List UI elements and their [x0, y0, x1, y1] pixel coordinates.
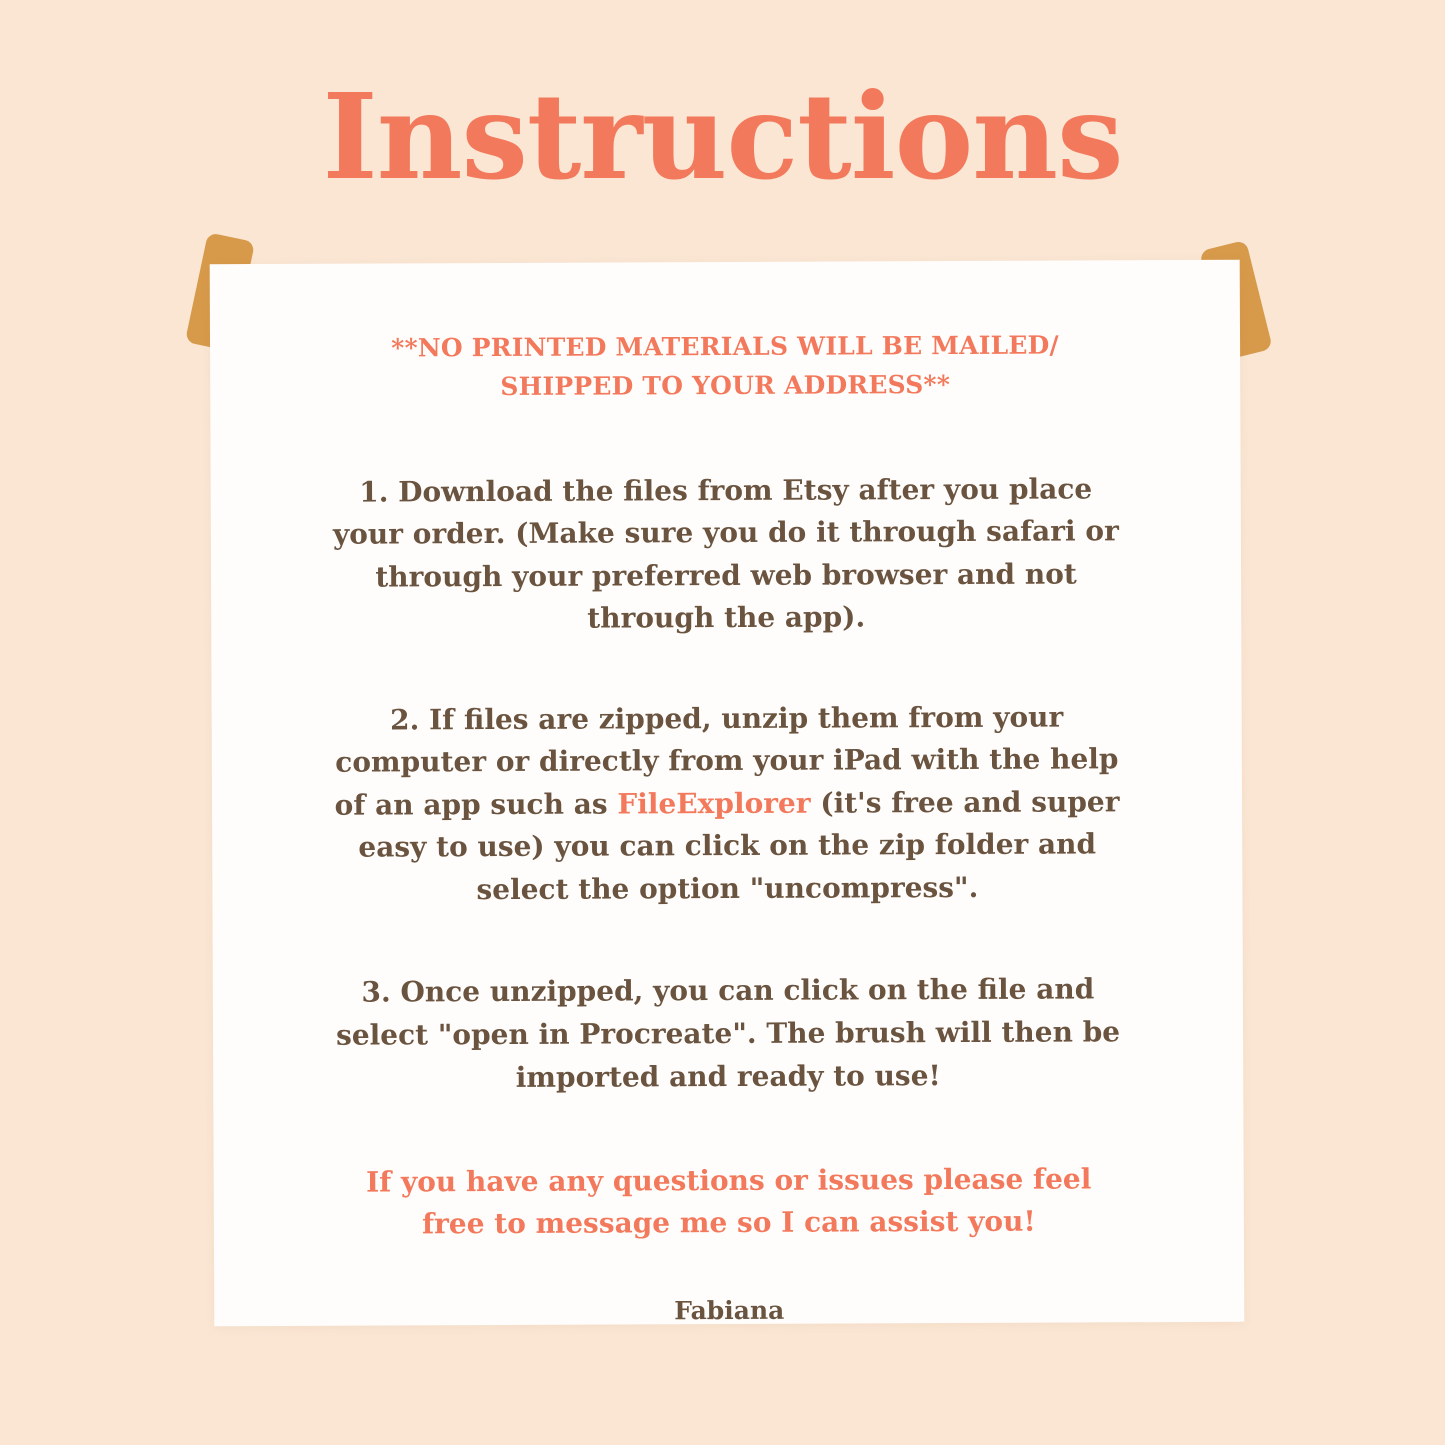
- paper-sheet: [210, 260, 1245, 1326]
- instruction-step-3: 3. Once unzipped, you can click on the file and select "open in Procreate". The brush will then be imported and ready to use!: [335, 972, 1121, 1094]
- fileexplorer-highlight: FileExplorer: [617, 786, 811, 821]
- instruction-step-2-text-before: 2. If files are zipped, unzip them from your computer or directly from your iPad with the help of an app such as: [334, 700, 1119, 822]
- instruction-step-2-text-after: (it's free and super easy to use) you can click on the zip folder and select the option "uncompress".: [358, 785, 1120, 906]
- page-title: Instructions: [322, 67, 1123, 206]
- no-printed-materials-notice: **NO PRINTED MATERIALS WILL BE MAILED/ SHIPPED TO YOUR ADDRESS**: [391, 330, 1059, 401]
- instruction-step-1: 1. Download the files from Etsy after you place your order. (Make sure you do it through safari or through your preferred web browser and not through the app).: [332, 471, 1119, 635]
- signature: Fabiana: [674, 1295, 785, 1326]
- instruction-step-2: [327, 696, 1128, 912]
- closing-message: If you have any questions or issues please feel free to message me so I can assist you!: [365, 1162, 1092, 1241]
